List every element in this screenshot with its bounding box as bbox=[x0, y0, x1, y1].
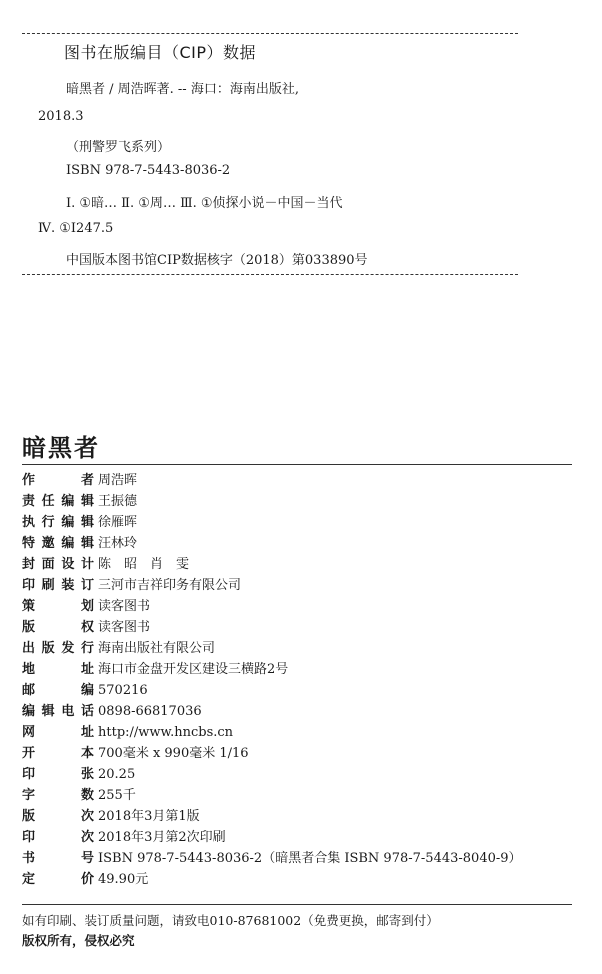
detail-label: 地 址 bbox=[22, 662, 94, 677]
detail-row bbox=[22, 575, 522, 596]
detail-row bbox=[22, 470, 522, 491]
book-title: 暗黑者 bbox=[22, 433, 100, 462]
detail-row bbox=[22, 785, 522, 806]
detail-row bbox=[22, 512, 522, 533]
detail-value: 700毫米 x 990毫米 1/16 bbox=[98, 746, 249, 761]
cip-top-divider bbox=[22, 33, 518, 34]
cip-clc: Ⅳ. ①I247.5 bbox=[38, 221, 114, 236]
detail-value: 49.90元 bbox=[98, 872, 149, 887]
detail-row bbox=[22, 554, 522, 575]
detail-value: 2018年3月第2次印刷 bbox=[98, 830, 226, 845]
detail-row bbox=[22, 491, 522, 512]
detail-label: 版 次 bbox=[22, 809, 94, 824]
detail-value: 0898-66817036 bbox=[98, 704, 202, 719]
detail-label: 版 权 bbox=[22, 620, 94, 635]
cip-isbn: ISBN 978-7-5443-8036-2 bbox=[66, 163, 231, 178]
cip-author-line: 暗黑者 / 周浩晖著. -- 海口：海南出版社, bbox=[66, 82, 299, 97]
detail-row bbox=[22, 617, 522, 638]
cip-record: 中国版本图书馆CIP数据核字（2018）第033890号 bbox=[66, 253, 368, 268]
detail-value: 徐雁晖 bbox=[98, 515, 138, 530]
detail-label: 定 价 bbox=[22, 872, 94, 887]
detail-label: 执行编辑 bbox=[22, 515, 94, 530]
detail-row bbox=[22, 638, 522, 659]
detail-value: http://www.hncbs.cn bbox=[98, 725, 234, 740]
detail-value: ISBN 978-7-5443-8036-2（暗黑者合集 ISBN 978-7-5443-8040-9） bbox=[98, 851, 522, 866]
detail-label: 特邀编辑 bbox=[22, 536, 94, 551]
detail-row bbox=[22, 827, 522, 848]
detail-label: 字 数 bbox=[22, 788, 94, 803]
detail-value: 海口市金盘开发区建设三横路2号 bbox=[98, 662, 289, 677]
quality-notice: 如有印刷、装订质量问题，请致电010-87681002（免费更换，邮寄到付） bbox=[22, 913, 439, 928]
publication-details bbox=[22, 470, 522, 890]
detail-value: 255千 bbox=[98, 788, 136, 803]
detail-row bbox=[22, 743, 522, 764]
detail-label: 邮 编 bbox=[22, 683, 94, 698]
detail-row bbox=[22, 596, 522, 617]
detail-row bbox=[22, 869, 522, 890]
detail-row bbox=[22, 701, 522, 722]
detail-label: 封面设计 bbox=[22, 557, 94, 572]
detail-value: 周浩晖 bbox=[98, 473, 138, 488]
detail-row bbox=[22, 533, 522, 554]
detail-value: 三河市吉祥印务有限公司 bbox=[98, 578, 242, 593]
cip-title: 图书在版编目（CIP）数据 bbox=[64, 43, 257, 62]
detail-label: 网 址 bbox=[22, 725, 94, 740]
cip-year: 2018.3 bbox=[38, 109, 84, 124]
detail-label: 责任编辑 bbox=[22, 494, 94, 509]
detail-label: 作 者 bbox=[22, 473, 94, 488]
detail-value: 20.25 bbox=[98, 767, 136, 782]
detail-label: 策 划 bbox=[22, 599, 94, 614]
detail-row bbox=[22, 764, 522, 785]
detail-row bbox=[22, 848, 522, 869]
footer-rule bbox=[22, 904, 572, 905]
detail-value: 读客图书 bbox=[98, 620, 151, 635]
detail-label: 印 次 bbox=[22, 830, 94, 845]
detail-label: 编辑电话 bbox=[22, 704, 94, 719]
detail-value: 王振德 bbox=[98, 494, 138, 509]
detail-label: 印 张 bbox=[22, 767, 94, 782]
cip-series: （刑警罗飞系列） bbox=[66, 140, 171, 155]
cip-bottom-divider bbox=[22, 274, 518, 275]
detail-value: 570216 bbox=[98, 683, 148, 698]
detail-row bbox=[22, 722, 522, 743]
detail-label: 书 号 bbox=[22, 851, 94, 866]
cip-classification: Ⅰ. ①暗… Ⅱ. ①周… Ⅲ. ①侦探小说－中国－当代 bbox=[66, 196, 343, 211]
detail-value: 海南出版社有限公司 bbox=[98, 641, 216, 656]
detail-label: 开 本 bbox=[22, 746, 94, 761]
detail-row bbox=[22, 659, 522, 680]
title-rule bbox=[22, 464, 572, 465]
detail-value: 读客图书 bbox=[98, 599, 151, 614]
rights-notice: 版权所有，侵权必究 bbox=[22, 933, 135, 948]
detail-value: 2018年3月第1版 bbox=[98, 809, 200, 824]
detail-label: 出版发行 bbox=[22, 641, 94, 656]
detail-value: 汪林玲 bbox=[98, 536, 138, 551]
detail-row bbox=[22, 806, 522, 827]
detail-value: 陈 昭 肖 雯 bbox=[98, 557, 190, 572]
detail-row bbox=[22, 680, 522, 701]
detail-label: 印刷装订 bbox=[22, 578, 94, 593]
